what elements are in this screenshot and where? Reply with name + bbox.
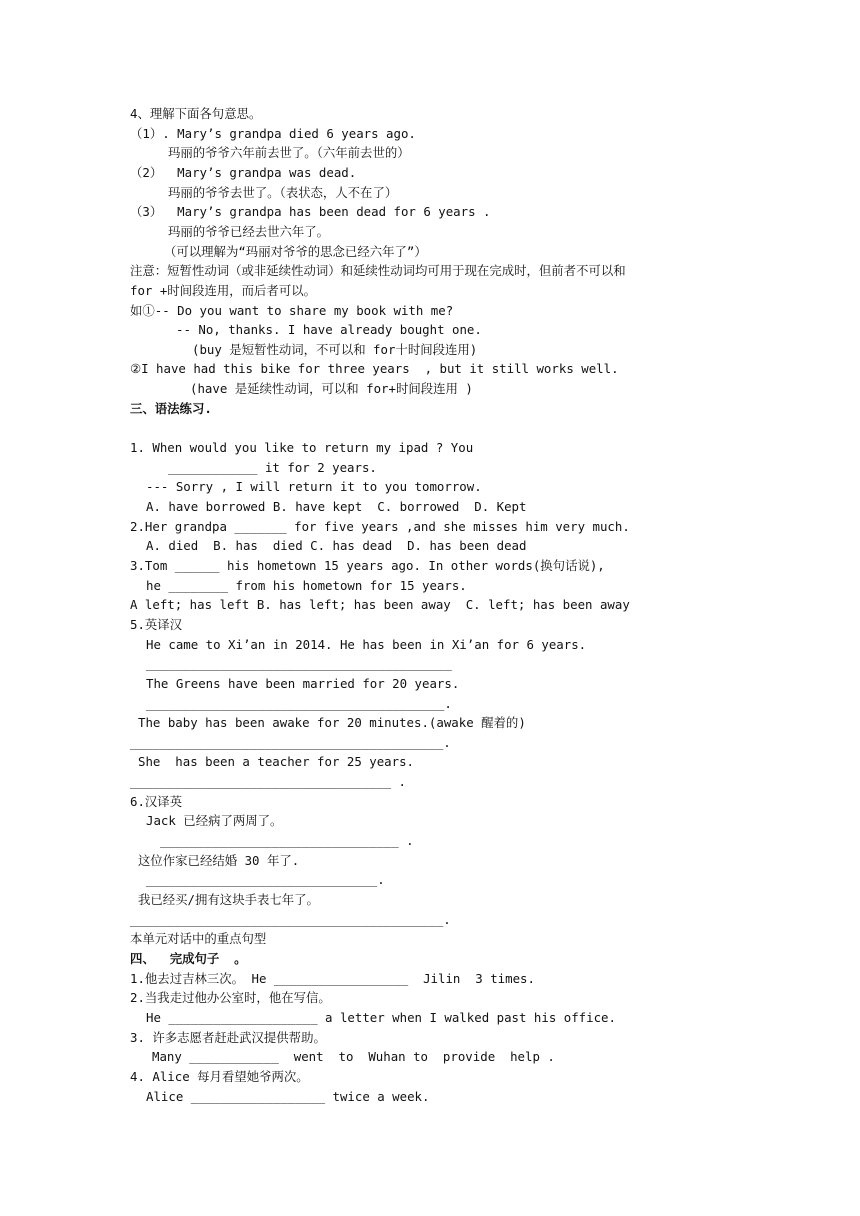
document-line: __________________________________________.	[130, 734, 451, 750]
document-line: ②I have had this bike for three years , but it still works well.	[130, 361, 619, 377]
document-line: 4、理解下面各句意思。	[130, 106, 262, 121]
document-line: 6.汉译英	[130, 793, 183, 809]
document-line: The Greens have been married for 20 years.	[146, 675, 460, 691]
document-line: 我已经买/拥有这块手表七年了。	[138, 892, 319, 907]
document-line: he ________ from his hometown for 15 years.	[146, 577, 467, 593]
document-line: Many ____________ went to Wuhan to provide help .	[152, 1049, 555, 1065]
document-line: ________________________________ .	[160, 833, 414, 849]
document-line: Jack 已经病了两周了。	[146, 813, 283, 829]
document-line: A left; has left B. has left; has been away C. left; has been away	[130, 597, 630, 613]
document-line: 1.他去过吉林三次。 He __________________ Jilin 3 times.	[130, 970, 535, 986]
document-line: ____________ it for 2 years.	[168, 459, 377, 475]
document-line: 玛丽的爷爷已经去世六年了。	[168, 223, 330, 239]
document-line: 四、 完成句子 。	[130, 950, 247, 966]
document-line: 2.Her grandpa _______ for five years ,and she misses him very much.	[130, 518, 630, 534]
document-line: （1）. Mary’s grandpa died 6 years ago.	[130, 125, 416, 141]
document-line: 3.Tom ______ his hometown 15 years ago. In other words(换句话说),	[130, 557, 605, 573]
document-line: 如①-- Do you want to share my book with me?	[130, 302, 454, 318]
document-line: __________________________________________.	[130, 911, 451, 927]
document-line: -- No, thanks. I have already bought one.	[176, 322, 482, 338]
document-line: 3. 许多志愿者赶赴武汉提供帮助。	[130, 1029, 326, 1045]
document-line: ________________________________________.	[146, 695, 452, 711]
document-line: (buy 是短暂性动词，不可以和 for十时间段连用)	[192, 341, 478, 357]
document-line: 5.英译汉	[130, 616, 183, 632]
document-line: Alice __________________ twice a week.	[146, 1088, 430, 1104]
document-line: _______________________________.	[146, 872, 385, 888]
document-line: (have 是延续性动词，可以和 for+时间段连用 )	[190, 381, 473, 397]
document-line: ___________________________________ .	[130, 774, 407, 790]
document-line: 本单元对话中的重点句型	[130, 931, 267, 947]
document-line: 1. When would you like to return my ipad ? You	[130, 440, 474, 456]
document-line: 三、语法练习.	[130, 400, 212, 416]
document-line: （可以理解为“玛丽对爷爷的思念已经六年了”）	[164, 243, 427, 259]
document-line: （3） Mary’s grandpa has been dead for 6 years .	[130, 204, 491, 220]
document-line: _________________________________________	[146, 656, 452, 672]
document-line: A. have borrowed B. have kept C. borrowed D. Kept	[146, 499, 527, 514]
document-line: She has been a teacher for 25 years.	[138, 754, 415, 770]
document-line: 这位作家已经结婚 30 年了.	[138, 852, 300, 868]
document-line: 2.当我走过他办公室时，他在写信。	[130, 990, 331, 1006]
document-line: 玛丽的爷爷去世了。（表状态，人不在了）	[168, 184, 398, 200]
document-line: 玛丽的爷爷六年前去世了。（六年前去世的）	[168, 145, 410, 161]
document-line: for +时间段连用，而后者可以。	[130, 282, 316, 298]
document-line: 注意：短暂性动词（或非延续性动词）和延续性动词均可用于现在完成时，但前者不可以和	[130, 263, 626, 279]
document-line: He came to Xi’an in 2014. He has been in Xi’an for 6 years.	[146, 636, 587, 652]
document-line: 4. Alice 每月看望她爷两次。	[130, 1068, 309, 1084]
document-line: He ____________________ a letter when I walked past his office.	[146, 1009, 616, 1025]
document-line: （2） Mary’s grandpa was dead.	[130, 164, 357, 180]
document-line: --- Sorry , I will return it to you tomorrow.	[146, 479, 482, 495]
document-line: The baby has been awake for 20 minutes.(awake 醒着的)	[138, 715, 526, 731]
document-line: A. died B. has died C. has dead D. has been dead	[146, 538, 527, 554]
